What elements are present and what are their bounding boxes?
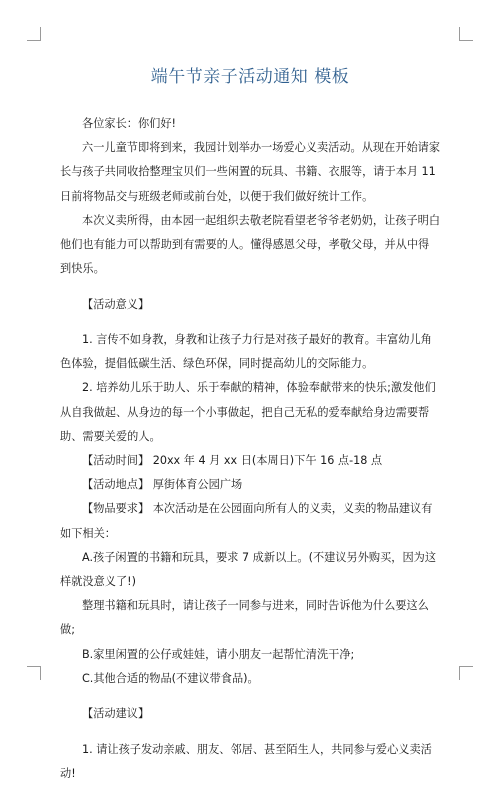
crop-mark-top-right-v	[459, 27, 460, 41]
heading-suggestions: 【活动建议】	[82, 707, 150, 721]
crop-mark-bottom-left-v	[40, 666, 41, 680]
requirements-label: 【物品要求】	[82, 502, 150, 516]
document-title: 端午节亲子活动通知 模板	[150, 67, 350, 87]
crop-mark-top-left-v	[40, 27, 41, 41]
time-line	[60, 449, 440, 473]
crop-mark-bottom-right	[459, 666, 473, 667]
document-body	[60, 112, 440, 786]
requirement-item-a: A.孩子闲置的书籍和玩具，要求 7 成新以上。(不建议另外购买，因为这样就没意义了!)	[60, 550, 437, 589]
paragraph-intro: 六一儿童节即将到来，我园计划举办一场爱心义卖活动。从现在开始请家长与孩子共同收拾整理宝贝们一些闲置的玩具、书籍、衣服等，请于本月 11 日前将物品交与班级老师或前台处，以便于我们做好统计工作。	[60, 141, 441, 203]
significance-item-1: 1. 言传不如身教，身教和让孩子力行是对孩子最好的教育。丰富幼儿角色体验，提倡低碳生活、绿色环保，同时提高幼儿的交际能力。	[60, 333, 432, 371]
paragraph-proceeds: 本次义卖所得，由本园一起组织去敬老院看望老爷爷老奶奶，让孩子明白他们也有能力可以帮助到有需要的人。懂得感恩父母，孝敬父母，并从中得到快乐。	[60, 213, 441, 276]
time-label: 【活动时间】	[82, 454, 150, 468]
place-label: 【活动地点】	[82, 478, 150, 492]
requirement-item-c: C.其他合适的物品(不建议带食品)。	[82, 671, 259, 685]
crop-mark-top-left	[27, 40, 41, 41]
requirement-note: 整理书籍和玩具时，请让孩子一同参与进来，同时告诉他为什么要这么做;	[60, 599, 429, 637]
requirement-item-b: B.家里闲置的公仔或娃娃，请小朋友一起帮忙清洗干净;	[82, 647, 355, 661]
significance-item-2: 2. 培养幼儿乐于助人、乐于奉献的精神，体验奉献带来的快乐;激发他们从自我做起、从身边的每一个小事做起，把自己无私的爱奉献给身边需要帮助、需要关爱的人。	[60, 381, 436, 443]
place-value: 厚街体育公园广场	[152, 478, 243, 492]
requirements-value: 本次活动是在公园面向所有人的义卖，义卖的物品建议有如下相关：	[60, 502, 433, 540]
time-value: 20xx 年 4 月 xx 日(本周日)下午 16 点-18 点	[152, 454, 383, 468]
crop-mark-top-right	[459, 40, 473, 41]
greeting: 各位家长：你们好!	[82, 117, 176, 130]
heading-significance: 【活动意义】	[82, 297, 150, 311]
crop-mark-bottom-left	[27, 666, 41, 667]
crop-mark-bottom-right-v	[459, 666, 460, 680]
suggestion-item-1: 1. 请让孩子发动亲戚、朋友、邻居、甚至陌生人，共同参与爱心义卖活动!	[60, 742, 432, 780]
requirements-line	[60, 497, 440, 545]
place-line	[60, 473, 440, 497]
